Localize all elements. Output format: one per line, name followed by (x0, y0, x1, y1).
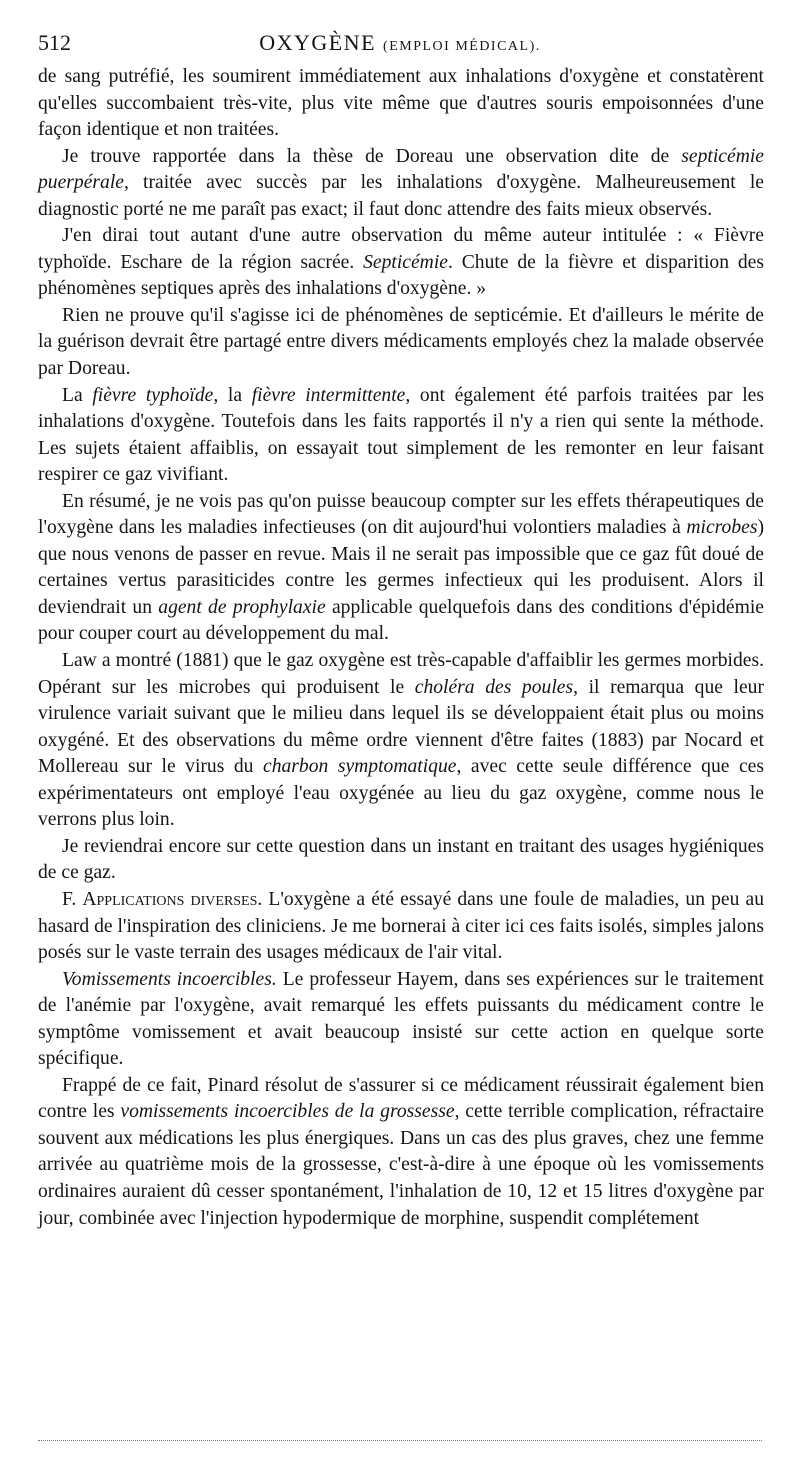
paragraph-return: Je reviendrai encore sur cette question dans un instant en traitant des usages hygiéniques de ce gaz. (38, 835, 764, 884)
subsection-heading: Vomissements incoercibles. (62, 968, 277, 990)
italic-term: vomissements incoercibles de la grossesse (120, 1101, 455, 1123)
page-body (38, 64, 764, 1232)
paragraph-pinard (38, 1073, 764, 1232)
italic-term: choléra des poules (414, 676, 574, 698)
text-run: ) que nous venons de passer en revue. Mais il ne serait pas impossible que ce gaz fût doué de certaines vertus parasiticides contre les germes infectieux qui les produisent. Alors il deviendrait un (38, 517, 764, 618)
paragraph-no-proof: Rien ne prouve qu'il s'agisse ici de phénomènes de septicémie. Et d'ailleurs le mérite de la guérison devrait être partagé entre divers médicaments employés chez la malade observée par Doreau. (38, 304, 764, 380)
footer-dotted-rule (38, 1440, 762, 1441)
italic-term: fièvre intermittente (251, 384, 406, 406)
text-run: applicable quelquefois dans des conditions d'épidémie pour couper court au développement du mal. (38, 596, 765, 645)
text-run: , avec cette seule différence que ces expérimentateurs ont employé l'eau oxygénée au lieu du gaz oxygène, comme nous le verrons plus loin. (38, 756, 764, 831)
page-number: 512 (38, 30, 71, 55)
text-run: Le professeur Hayem, dans ses expériences sur le traitement de l'anémie par l'oxygène, avait remarqué les effets puissants du médicament contre le symptôme vomissement et avait beaucoup insisté sur cette action en quelque sorte spécifique. (38, 968, 764, 1070)
text-run: , ont également été parfois traitées par les inhalations d'oxygène. Toutefois dans les faits rapportés il n'y a rien qui sente la méthode. Les sujets étaient affaiblis, on essayait tout simplement de les remonter en leur faisant respirer ce gaz vivifiant. (38, 384, 764, 486)
text-run: , il remarqua que leur virulence variait suivant que le milieu dans lequel ils se développaient était plus ou moins oxygéné. Et des observations du même ordre viennent d'être faites (1883) par Nocard et Mollereau sur le virus du (38, 676, 765, 778)
section-letter: F. (62, 888, 83, 910)
section-heading: Applications diverses. (82, 888, 263, 910)
italic-term: charbon symptomatique (263, 756, 457, 778)
paragraph-vomiting (38, 967, 764, 1073)
italic-term: microbes (686, 517, 758, 539)
running-header (38, 26, 762, 60)
paragraph-continuation: de sang putréfié, les soumirent immédiatement aux inhalations d'oxygène et constatèrent qu'elles succombaient très-vite, plus vite même que d'autres souris empoisonnées d'une façon identique et non traitées. (38, 66, 764, 141)
italic-term: Septicémie (363, 251, 448, 273)
italic-term: fièvre typhoïde (92, 384, 214, 406)
paragraph-doreau-typhoid (38, 223, 764, 303)
italic-term: septicémie puerpérale (38, 145, 764, 194)
text-run: L'oxygène a été essayé dans une foule de maladies, un peu au hasard de l'inspiration des cliniciens. Je me bornerai à citer ici ces faits isolés, simples jalons posés sur le vaste terrain des usages médicaux de l'air vital. (38, 888, 765, 964)
paragraph-law (38, 648, 764, 834)
paragraph-fevers (38, 383, 764, 489)
paragraph-doreau-puerperal (38, 144, 764, 224)
text-run: , cette terrible complication, réfractaire souvent aux médications les plus énergiques. Dans un cas des plus graves, chez une femme arrivée au quatrième mois de la grossesse, c'est-à-dire à une époque où les vomissements ordinaires auraient dû cesser spontanément, l'inhalation de 10, 12 et 15 litres d'oxygène par jour, combinée avec l'injection hypodermique de morphine, suspendit complétement (38, 1101, 764, 1229)
text-run: . Chute de la fièvre et disparition des phénomènes septiques après des inhalations d'oxygène. » (38, 251, 764, 300)
running-title-sub: (EMPLOI MÉDICAL). (383, 39, 541, 54)
italic-term: agent de prophylaxie (158, 596, 326, 618)
text-run: Frappé de ce fait, Pinard résolut de s'assurer si ce médicament réussirait également bien contre les (38, 1074, 764, 1123)
running-title (38, 26, 762, 64)
paragraph-applications (38, 887, 764, 967)
text-run: , traitée avec succès par les inhalations d'oxygène. Malheureusement le diagnostic porté ne me paraît pas exact; il faut donc attendre des faits mieux observés. (38, 172, 764, 220)
paragraph-summary (38, 489, 764, 648)
text-run: J'en dirai tout autant d'une autre observation du même auteur intitulée : « Fièvre typhoïde. Eschare de la région sacrée. (38, 225, 764, 273)
text-run: En résumé, je ne vois pas qu'on puisse beaucoup compter sur les effets thérapeutiques de l'oxygène dans les maladies infectieuses (on dit aujourd'hui volontiers maladies à (38, 490, 764, 539)
text-run: La (62, 384, 93, 406)
running-title-main: OXYGÈNE (259, 30, 377, 55)
text-run: Je trouve rapportée dans la thèse de Doreau une observation dite de (62, 145, 682, 167)
text-run: Law a montré (1881) que le gaz oxygène est très-capable d'affaiblir les germes morbides. Opérant sur les microbes qui produisent le (38, 650, 764, 698)
text-run: , la (213, 384, 252, 406)
